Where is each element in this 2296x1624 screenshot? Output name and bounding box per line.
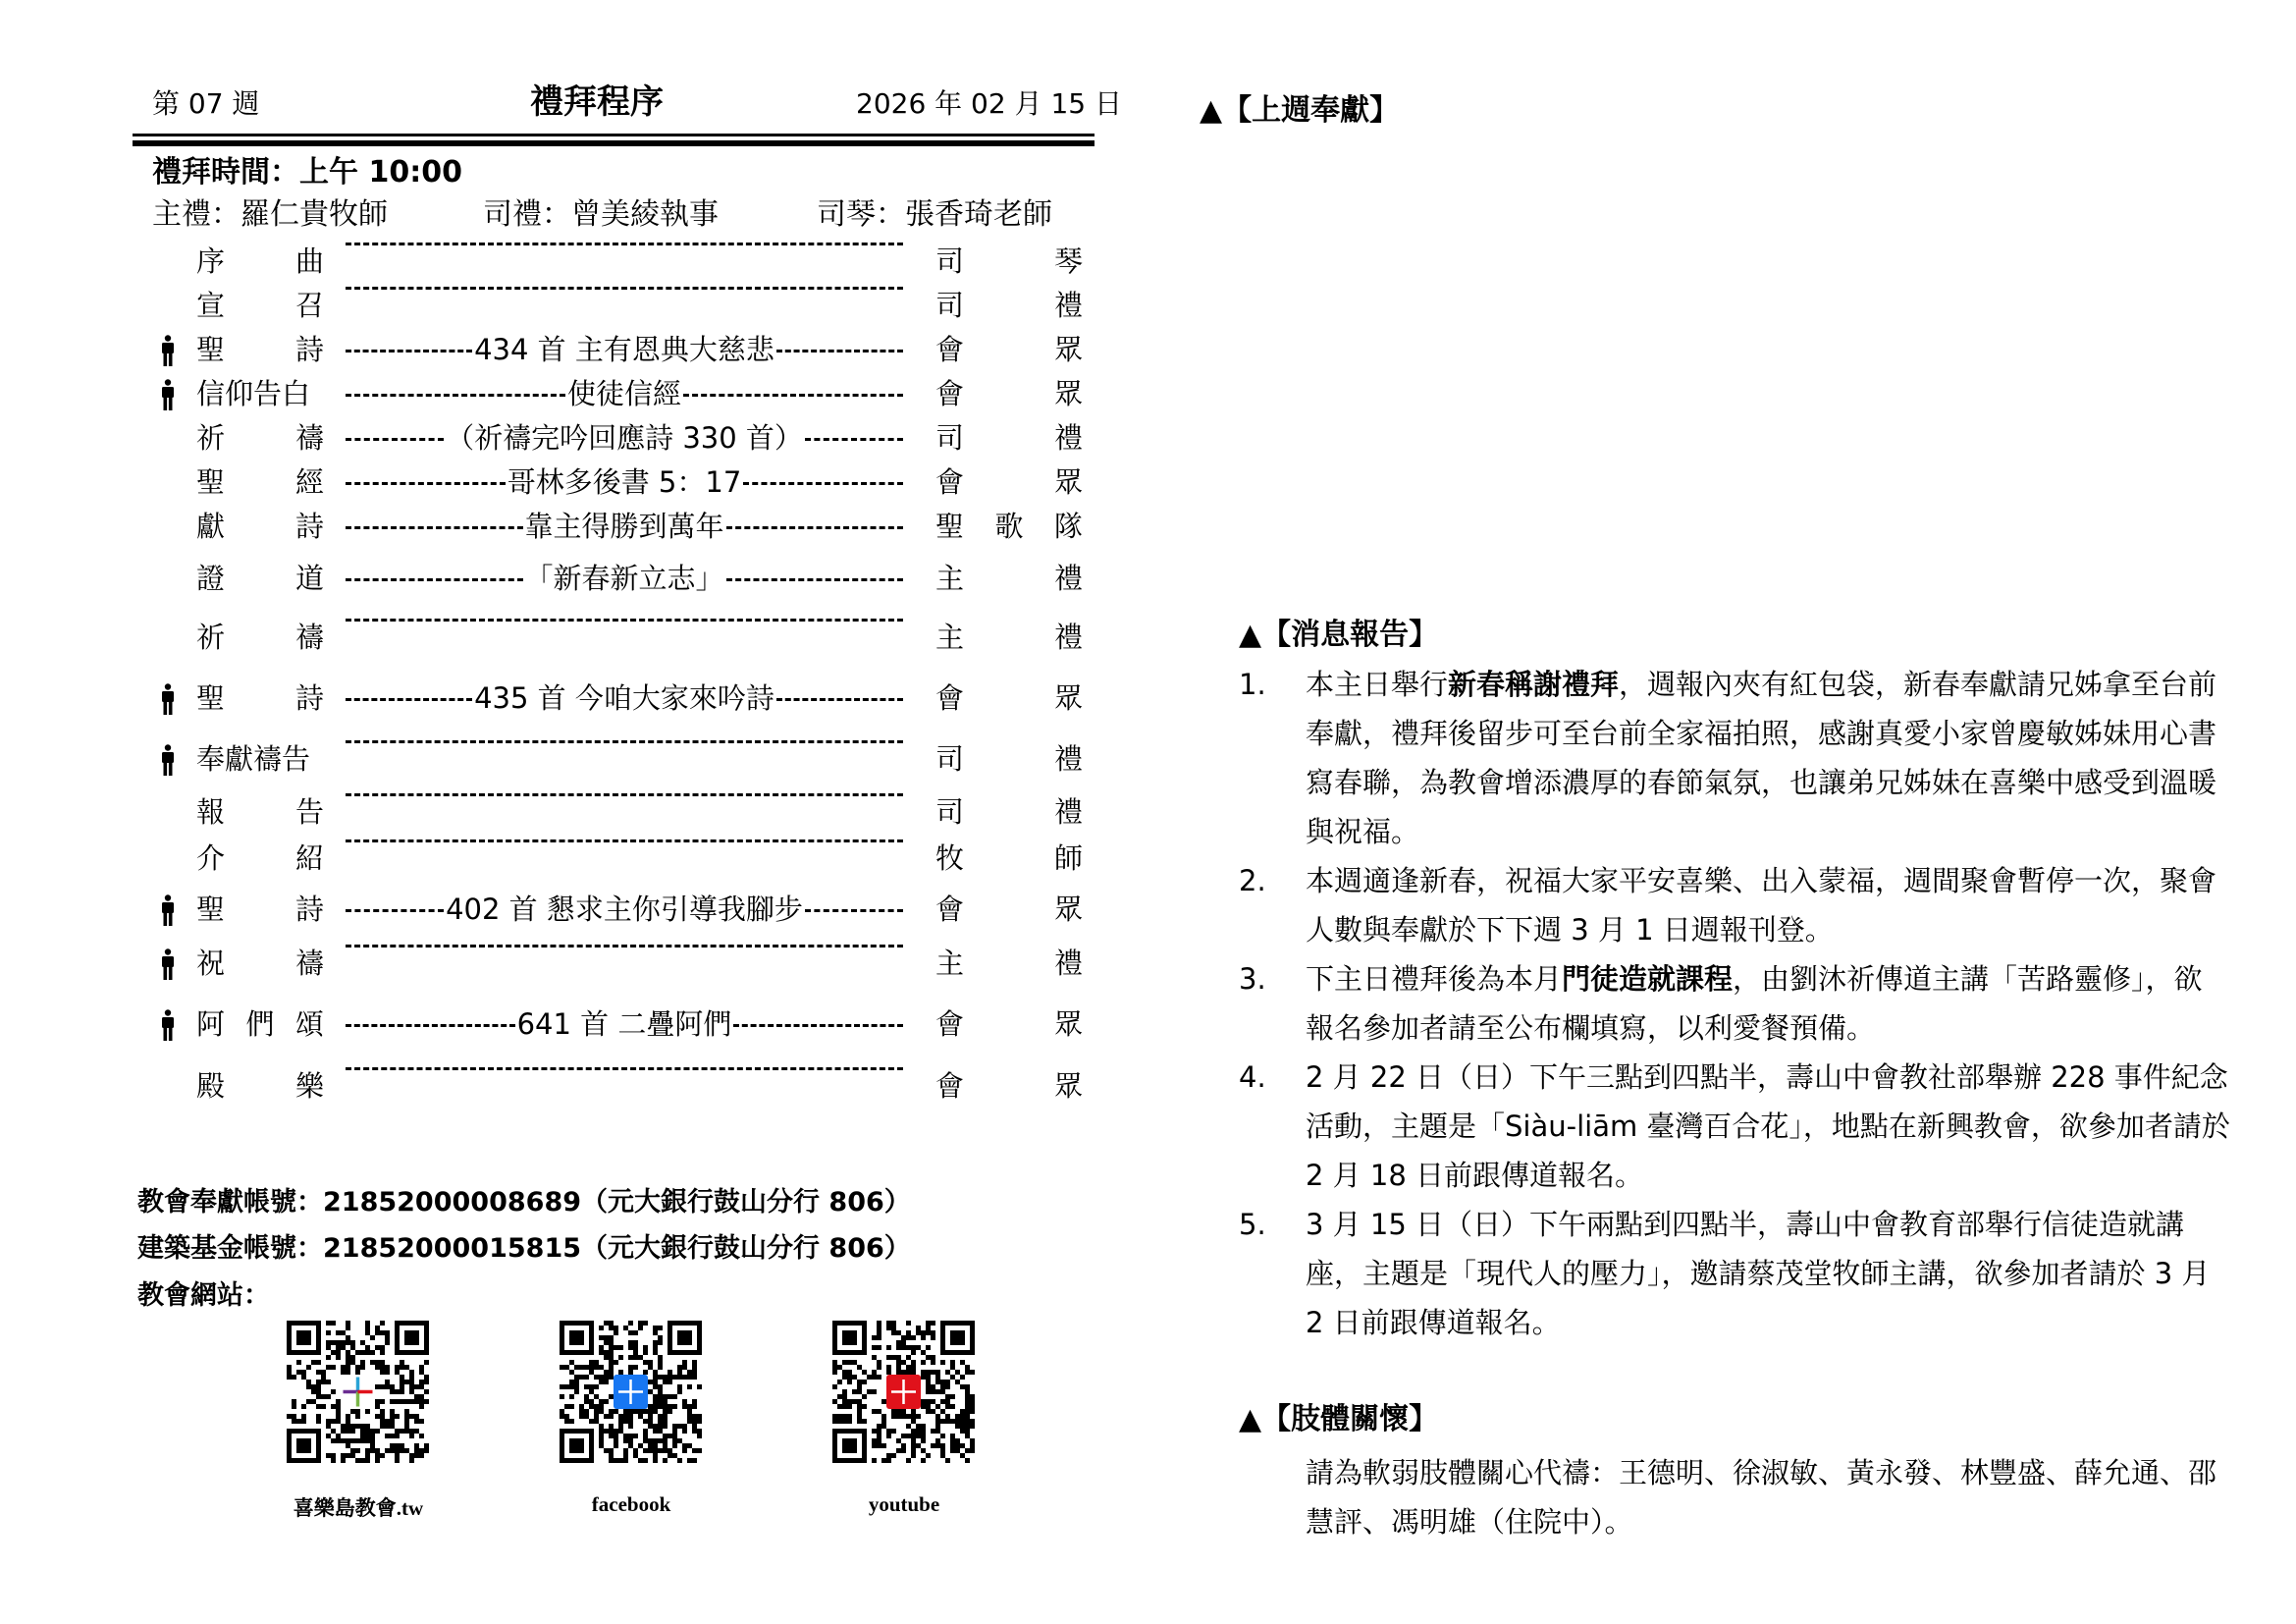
bulletin-date: 2026 年 02 月 15 日 [856, 87, 1123, 120]
order-item-detail: （祈禱完吟回應詩 330 首） [346, 417, 903, 459]
order-row [0, 285, 1148, 326]
order-item-name: 祈 禱 [196, 621, 324, 654]
standing-person-icon [159, 948, 177, 980]
order-item-detail [346, 838, 903, 842]
building-fund-account: 建築基金帳號：21852000015815（元大銀行鼓山分行 806） [137, 1233, 911, 1264]
order-row [0, 461, 1148, 503]
announcement-item: 2. 本週適逢新春，祝福大家平安喜樂、出入蒙福，週間聚會暫停一次，聚會人數與奉獻於下下週 3 月 1 日週報刊登。 [1239, 856, 2230, 954]
order-item-detail: 402 首 懇求主你引導我腳步 [346, 889, 903, 930]
announcement-number: 5. [1239, 1208, 1266, 1241]
section-title-announcements: ▲【消息報告】 [1239, 618, 1439, 652]
section-title-last-week-offering: ▲【上週奉獻】 [1200, 93, 1400, 128]
order-item-role: 司 琴 [935, 244, 1083, 278]
announcement-number: 4. [1239, 1060, 1266, 1094]
order-item-name: 聖 詩 [196, 333, 324, 366]
order-item-name: 奉獻禱告 [196, 742, 311, 776]
standing-person-icon [159, 379, 177, 410]
order-row [0, 329, 1148, 370]
order-item-name: 宣 召 [196, 289, 324, 322]
standing-person-icon [159, 683, 177, 715]
announcement-number: 1. [1239, 668, 1266, 701]
page-title: 禮拜程序 [530, 82, 664, 122]
organist: 司琴：張香琦老師 [817, 197, 1052, 232]
qr-code-facebook-icon [560, 1321, 702, 1463]
order-row [0, 1065, 1148, 1107]
announcement-item: 4. 2 月 22 日（日）下午三點到四點半，壽山中會教社部舉辦 228 事件紀念活動，主題是「Siàu-liām 臺灣百合花」，地點在新興教會，欲參加者請於 2 月 18 日前跟傳道報名。 [1239, 1053, 2230, 1200]
order-row [0, 417, 1148, 459]
order-item-detail [346, 791, 903, 796]
qr-label-youtube: youtube [868, 1492, 940, 1516]
standing-person-icon [159, 335, 177, 366]
order-item-role: 牧 師 [935, 841, 1083, 875]
qr-label-facebook: facebook [591, 1492, 671, 1516]
order-item-role: 會 眾 [935, 1069, 1083, 1103]
announcement-number: 2. [1239, 864, 1266, 897]
order-item-detail [346, 1065, 903, 1070]
header-divider-thin [133, 134, 1095, 136]
order-row [0, 889, 1148, 930]
announcement-item: 5. 3 月 15 日（日）下午兩點到四點半，壽山中會教育部舉行信徒造就講座，主題是「現代人的壓力」，邀請蔡茂堂牧師主講，欲參加者請於 3 月 2 日前跟傳道報名。 [1239, 1200, 2230, 1347]
order-row [0, 1003, 1148, 1045]
website-label: 教會網站： [137, 1280, 270, 1311]
order-row [0, 506, 1148, 547]
order-item-role: 聖 歌 隊 [935, 510, 1083, 543]
order-row [0, 838, 1148, 879]
order-row [0, 943, 1148, 984]
order-item-detail: 435 首 今咱大家來吟詩 [346, 677, 903, 719]
order-item-name: 聖 詩 [196, 681, 324, 715]
order-item-role: 會 眾 [935, 893, 1083, 926]
order-item-name: 祝 禱 [196, 947, 324, 980]
order-item-role: 會 眾 [935, 465, 1083, 499]
qr-code-website[interactable] [287, 1321, 429, 1463]
order-item-name: 祈 禱 [196, 421, 324, 455]
order-item-role: 主 禮 [935, 621, 1083, 654]
order-row [0, 617, 1148, 658]
order-item-role: 司 禮 [935, 795, 1083, 829]
order-item-name: 報 告 [196, 795, 324, 829]
order-item-detail: 使徒信經 [346, 373, 903, 414]
standing-person-icon [159, 744, 177, 776]
service-time: 禮拜時間：上午 10:00 [152, 155, 462, 189]
order-item-role: 會 眾 [935, 1007, 1083, 1041]
order-item-name: 獻 詩 [196, 510, 324, 543]
order-item-detail: 「新春新立志」 [346, 558, 903, 599]
order-row [0, 791, 1148, 833]
announcement-number: 3. [1239, 962, 1266, 996]
order-row [0, 738, 1148, 780]
liturgist: 司禮：曾美綾執事 [483, 197, 719, 232]
order-item-name: 殿 樂 [196, 1069, 324, 1103]
order-item-detail: 434 首 主有恩典大慈悲 [346, 329, 903, 370]
order-row [0, 373, 1148, 414]
order-item-detail: 靠主得勝到萬年 [346, 506, 903, 547]
qr-label-website: 喜樂島教會.tw [293, 1496, 424, 1520]
order-item-detail [346, 617, 903, 622]
order-item-name: 序 曲 [196, 244, 324, 278]
order-item-detail: 哥林多後書 5：17 [346, 461, 903, 503]
announcement-list [1239, 660, 2230, 1347]
order-item-role: 主 禮 [935, 562, 1083, 595]
announcement-item: 1. 本主日舉行新春稱謝禮拜，週報內夾有紅包袋，新春奉獻請兄姊拿至台前奉獻，禮拜後留步可至台前全家福拍照，感謝真愛小家曾慶敏姊妹用心書寫春聯，為教會增添濃厚的春節氣氛，也讓弟兄姊妹在喜樂中感受到溫暖與祝福。 [1239, 660, 2230, 856]
order-item-detail [346, 738, 903, 743]
qr-code-facebook[interactable] [560, 1321, 702, 1463]
order-item-name: 介 紹 [196, 841, 324, 875]
order-row [0, 241, 1148, 282]
order-item-detail [346, 241, 903, 245]
qr-code-website-icon [287, 1321, 429, 1463]
order-row [0, 677, 1148, 719]
order-item-detail [346, 943, 903, 947]
section-title-member-care: ▲【肢體關懷】 [1239, 1402, 1439, 1436]
order-item-name: 信仰告白 [196, 377, 311, 410]
qr-code-youtube-icon [832, 1321, 975, 1463]
presider: 主禮：羅仁貴牧師 [152, 197, 388, 232]
order-item-role: 會 眾 [935, 681, 1083, 715]
order-item-detail [346, 285, 903, 290]
order-item-name: 阿 們 頌 [196, 1007, 324, 1041]
standing-person-icon [159, 1009, 177, 1041]
announcement-item: 3. 下主日禮拜後為本月門徒造就課程，由劉沐祈傳道主講「苦路靈修」，欲報名參加者請至公布欄填寫，以利愛餐預備。 [1239, 954, 2230, 1053]
offering-account: 教會奉獻帳號：21852000008689（元大銀行鼓山分行 806） [137, 1187, 911, 1218]
order-item-name: 聖 經 [196, 465, 324, 499]
order-item-role: 主 禮 [935, 947, 1083, 980]
order-item-name: 聖 詩 [196, 893, 324, 926]
order-item-role: 會 眾 [935, 333, 1083, 366]
order-item-role: 司 禮 [935, 742, 1083, 776]
week-number: 第 07 週 [152, 87, 260, 120]
order-row [0, 558, 1148, 599]
order-item-detail: 641 首 二疊阿們 [346, 1003, 903, 1045]
qr-code-youtube[interactable] [832, 1321, 975, 1463]
order-item-role: 會 眾 [935, 377, 1083, 410]
header-divider-thick [133, 140, 1095, 146]
order-item-name: 證 道 [196, 562, 324, 595]
member-care-text: 請為軟弱肢體關心代禱：王德明、徐淑敏、黃永發、林豐盛、薛允通、邵慧評、馮明雄（住院中）。 [1306, 1456, 2217, 1539]
order-item-role: 司 禮 [935, 289, 1083, 322]
order-item-role: 司 禮 [935, 421, 1083, 455]
standing-person-icon [159, 894, 177, 926]
